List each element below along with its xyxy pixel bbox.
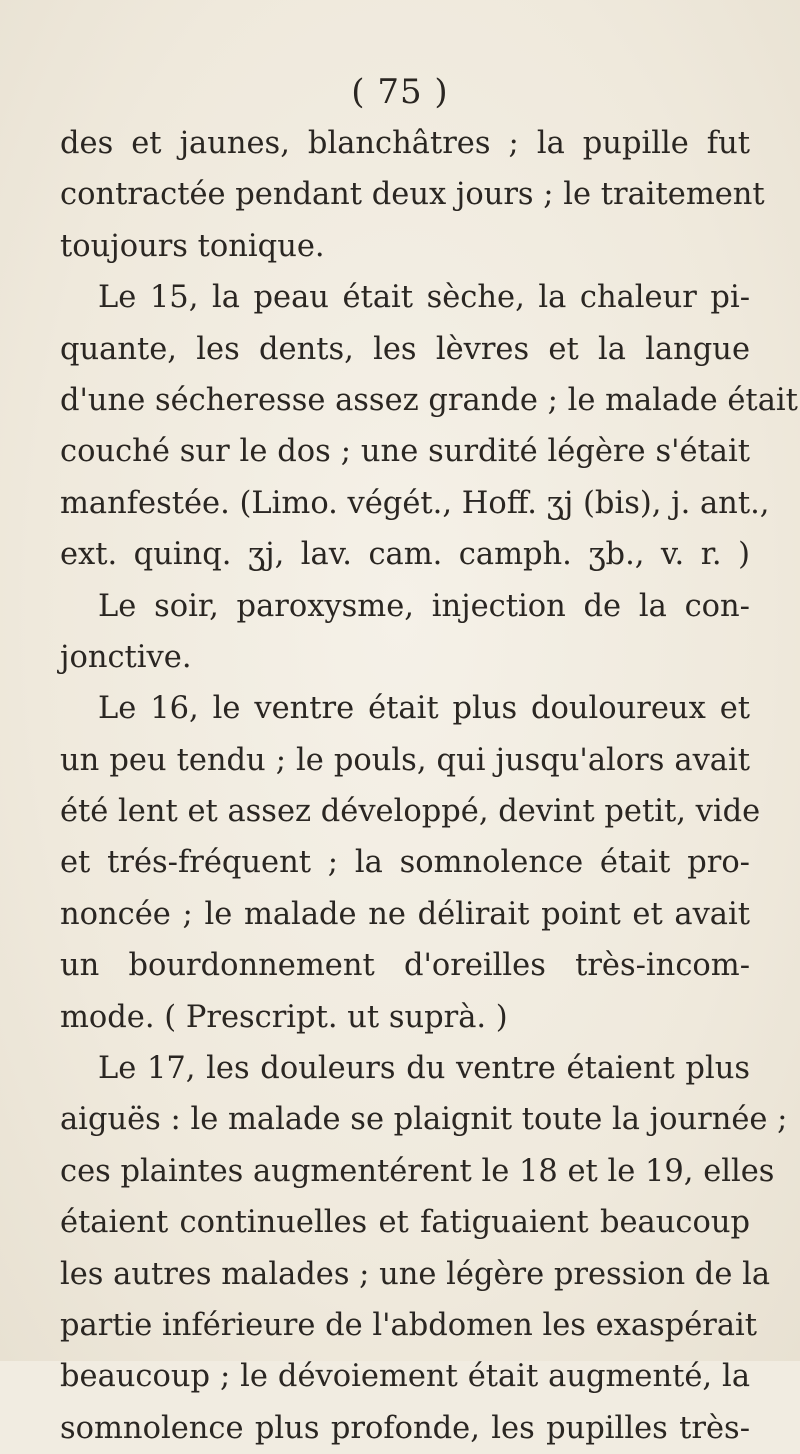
text-line: des et jaunes, blanchâtres ; la pupille fut xyxy=(60,126,750,161)
text-line: été lent et assez développé, devint petit, vide xyxy=(60,794,761,830)
text-line: étaient continuelles et fatiguaient beaucoup xyxy=(60,1205,750,1241)
text-line: couché sur le dos ; une surdité légère s'était xyxy=(60,434,750,470)
text-line: les autres malades ; une légère pression de la xyxy=(60,1256,771,1292)
text-line: jonctive. xyxy=(60,639,192,675)
text-line: et trés-fréquent ; la somnolence était pro- xyxy=(60,845,750,881)
text-line: toujours tonique. xyxy=(60,228,325,264)
text-line: Le soir, paroxysme, injection de la con- xyxy=(98,588,750,624)
body-text xyxy=(60,118,798,1454)
text-line: aiguës : le malade se plaignit toute la journée ; xyxy=(60,1102,788,1138)
text-line: somnolence plus profonde, les pupilles très- xyxy=(60,1410,750,1446)
text-line: ext. quinq. ʒj, lav. cam. camph. ʒb., v. r. ) xyxy=(60,537,750,573)
text-line: partie inférieure de l'abdomen les exaspérait xyxy=(60,1307,758,1343)
text-line: beaucoup ; le dévoiement était augmenté, la xyxy=(60,1359,750,1395)
text-line: manfestée. (Limo. végét., Hoff. ʒj (bis), j. ant., xyxy=(60,485,770,521)
text-line: quante, les dents, les lèvres et la langue xyxy=(60,331,750,367)
text-line: ces plaintes augmentérent le 18 et le 19, elles xyxy=(60,1153,775,1189)
text-line: noncée ; le malade ne délirait point et avait xyxy=(60,896,750,932)
page-number: ( 75 ) xyxy=(351,72,449,112)
text-line: d'une sécheresse assez grande ; le malade était xyxy=(60,382,798,418)
text-line: un bourdonnement d'oreilles très-incom- xyxy=(60,948,750,984)
text-line: mode. ( Prescript. ut suprà. ) xyxy=(60,999,508,1035)
text-line: contractée pendant deux jours ; le traitement xyxy=(60,177,765,213)
text-line: un peu tendu ; le pouls, qui jusqu'alors avait xyxy=(60,742,750,778)
text-line: Le 16, le ventre était plus douloureux et xyxy=(98,691,750,727)
text-line: Le 15, la peau était sèche, la chaleur pi- xyxy=(98,280,750,316)
text-line: Le 17, les douleurs du ventre étaient plus xyxy=(98,1051,750,1087)
